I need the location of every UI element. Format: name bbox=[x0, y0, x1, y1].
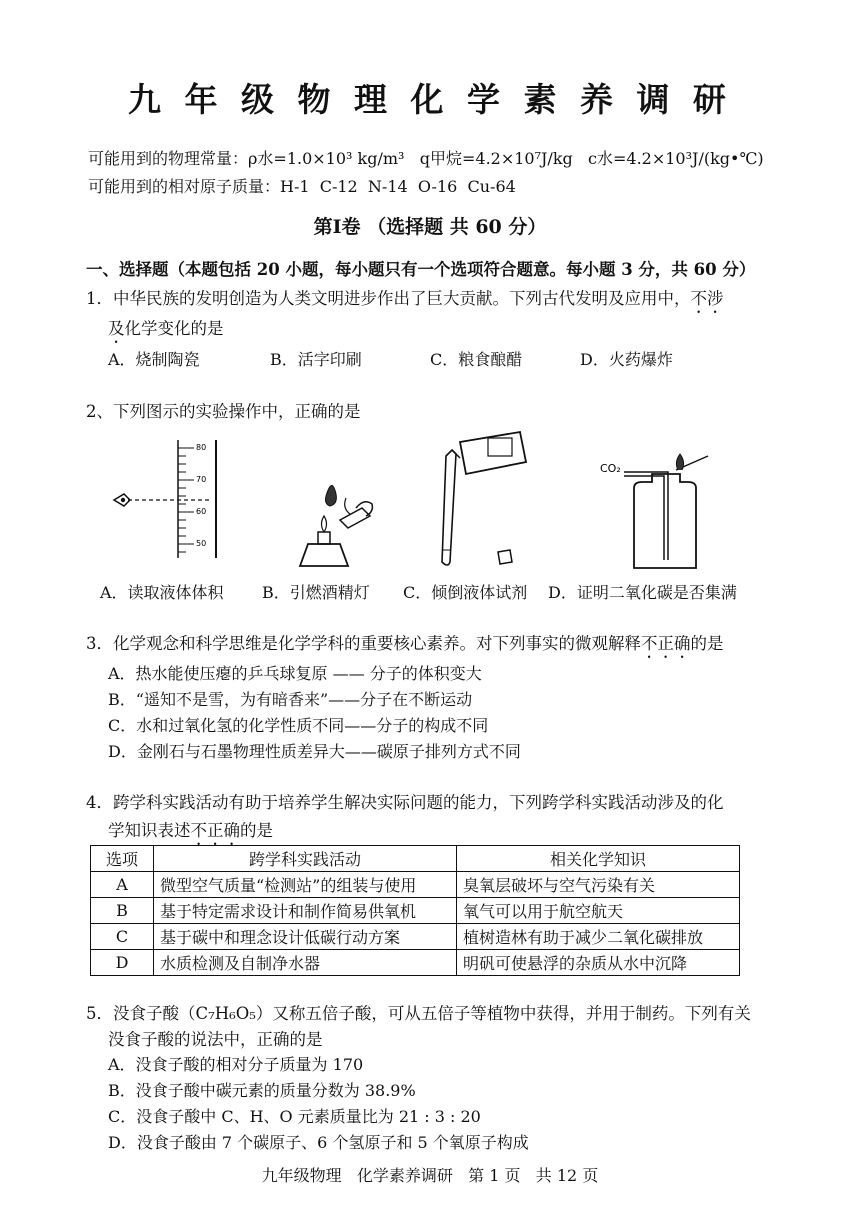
q3-option-c: C．水和过氧化氢的化学性质不同——分子的构成不同 bbox=[108, 716, 489, 735]
table-row bbox=[91, 898, 740, 924]
q4-stem-text: 学知识表述 bbox=[108, 821, 191, 840]
table-header-row bbox=[91, 846, 740, 872]
q5-option-b: B．没食子酸中碳元素的质量分数为 38.9% bbox=[108, 1081, 416, 1100]
figure-lighting-lamp bbox=[300, 485, 372, 566]
q1-stem-line2 bbox=[108, 315, 224, 347]
q1-option-c: C．粮食酿醋 bbox=[430, 350, 523, 369]
atomic-mass-values: H-1 C-12 N-14 O-16 Cu-64 bbox=[280, 177, 516, 196]
q3-option-a: A．热水能使压瘪的乒乓球复原 —— 分子的体积变大 bbox=[108, 664, 482, 683]
q5-option-a: A．没食子酸的相对分子质量为 170 bbox=[108, 1055, 364, 1074]
table-cell: D bbox=[91, 950, 154, 976]
q1-stem-line1 bbox=[86, 285, 724, 317]
table-cell: A bbox=[91, 872, 154, 898]
q3-stem-text: 3．化学观念和科学思维是化学学科的重要核心素养。对下列事实的微观解释 bbox=[86, 634, 641, 653]
q1-option-b: B．活字印刷 bbox=[270, 350, 362, 369]
constants-line bbox=[88, 146, 764, 169]
constants-label: 可能用到的物理常量： bbox=[88, 149, 249, 168]
table-header: 跨学科实践活动 bbox=[154, 846, 457, 872]
q5-stem-line1: 5．没食子酸（C₇H₆O₅）又称五倍子酸，可从五倍子等植物中获得，并用于制药。下列有关 bbox=[86, 1004, 751, 1023]
q5-option-c: C．没食子酸中 C、H、O 元素质量比为 21 : 3 : 20 bbox=[108, 1107, 481, 1126]
q1-stem-text-2: 化学变化的是 bbox=[124, 319, 224, 338]
q4-table bbox=[90, 845, 740, 976]
figure-reading-volume bbox=[114, 440, 216, 558]
page-title: 九 年 级 物 理 化 学 素 养 调 研 bbox=[128, 80, 732, 119]
q4-stem-tail: 的是 bbox=[240, 821, 273, 840]
q2-option-a: A．读取液体体积 bbox=[100, 583, 224, 602]
q5-option-d: D．没食子酸由 7 个碳原子、6 个氢原子和 5 个氧原子构成 bbox=[108, 1133, 529, 1152]
atomic-mass-line bbox=[88, 174, 516, 197]
page-footer: 九年级物理 化学素养调研 第 1 页 共 12 页 bbox=[261, 1166, 599, 1185]
scale-tick-80: 80 bbox=[196, 443, 207, 452]
figure-pouring-liquid bbox=[442, 432, 526, 565]
table-cell: B bbox=[91, 898, 154, 924]
constant-q: q甲烷=4.2×10⁷J/kg bbox=[419, 149, 573, 168]
scale-tick-70: 70 bbox=[196, 475, 207, 484]
scale-tick-60: 60 bbox=[196, 507, 207, 516]
scale-tick-50: 50 bbox=[196, 539, 207, 548]
constant-c: c水=4.2×10³J/(kg•℃) bbox=[588, 149, 764, 168]
table-row bbox=[91, 950, 740, 976]
q3-option-b: B．“遥知不是雪，为有暗香来”——分子在不断运动 bbox=[108, 690, 473, 709]
q3-stem-tail: 的是 bbox=[690, 634, 724, 653]
q2-option-d: D．证明二氧化碳是否集满 bbox=[548, 583, 737, 602]
q2-option-c: C．倾倒液体试剂 bbox=[403, 583, 528, 602]
table-cell: 植树造林有助于减少二氧化碳排放 bbox=[457, 924, 740, 950]
q1-option-d: D．火药爆炸 bbox=[580, 350, 673, 369]
q2-figures bbox=[100, 428, 740, 578]
table-cell: 明矾可使悬浮的杂质从水中沉降 bbox=[457, 950, 740, 976]
q4-emphasis: 不正确 bbox=[190, 821, 240, 840]
q3-stem bbox=[86, 630, 724, 662]
figure-co2-test bbox=[600, 454, 708, 568]
co2-label: CO₂ bbox=[600, 462, 621, 475]
q5-stem-line2: 没食子酸的说法中，正确的是 bbox=[108, 1030, 323, 1049]
q1-stem-text: 1．中华民族的发明创造为人类文明进步作出了巨大贡献。下列古代发明及应用中， bbox=[86, 289, 691, 308]
q1-emphasis-2: 及 bbox=[108, 319, 125, 338]
table-cell: 氧气可以用于航空航天 bbox=[457, 898, 740, 924]
table-cell: 基于碳中和理念设计低碳行动方案 bbox=[154, 924, 457, 950]
q2-option-b: B．引燃酒精灯 bbox=[262, 583, 370, 602]
q1-emphasis: 不涉 bbox=[690, 289, 724, 308]
section-title: 第Ⅰ卷 （选择题 共 60 分） bbox=[313, 216, 547, 238]
table-cell: 水质检测及自制净水器 bbox=[154, 950, 457, 976]
constant-rho: ρ水=1.0×10³ kg/m³ bbox=[248, 149, 405, 168]
q1-option-a: A．烧制陶瓷 bbox=[108, 350, 200, 369]
atomic-mass-label: 可能用到的相对原子质量： bbox=[88, 177, 281, 196]
table-header: 选项 bbox=[91, 846, 154, 872]
table-cell: 微型空气质量“检测站”的组装与使用 bbox=[154, 872, 457, 898]
table-header: 相关化学知识 bbox=[457, 846, 740, 872]
q3-option-d: D．金刚石与石墨物理性质差异大——碳原子排列方式不同 bbox=[108, 742, 521, 761]
q2-stem: 2、下列图示的实验操作中，正确的是 bbox=[86, 402, 361, 421]
q4-stem-line1: 4．跨学科实践活动有助于培养学生解决实际问题的能力，下列跨学科实践活动涉及的化 bbox=[86, 793, 724, 812]
table-cell: C bbox=[91, 924, 154, 950]
q3-emphasis: 不正确 bbox=[641, 634, 691, 653]
table-row bbox=[91, 872, 740, 898]
table-cell: 臭氧层破坏与空气污染有关 bbox=[457, 872, 740, 898]
table-cell: 基于特定需求设计和制作简易供氧机 bbox=[154, 898, 457, 924]
table-row bbox=[91, 924, 740, 950]
part-heading: 一、选择题（本题包括 20 小题，每小题只有一个选项符合题意。每小题 3 分，共 60 分） bbox=[86, 260, 756, 279]
